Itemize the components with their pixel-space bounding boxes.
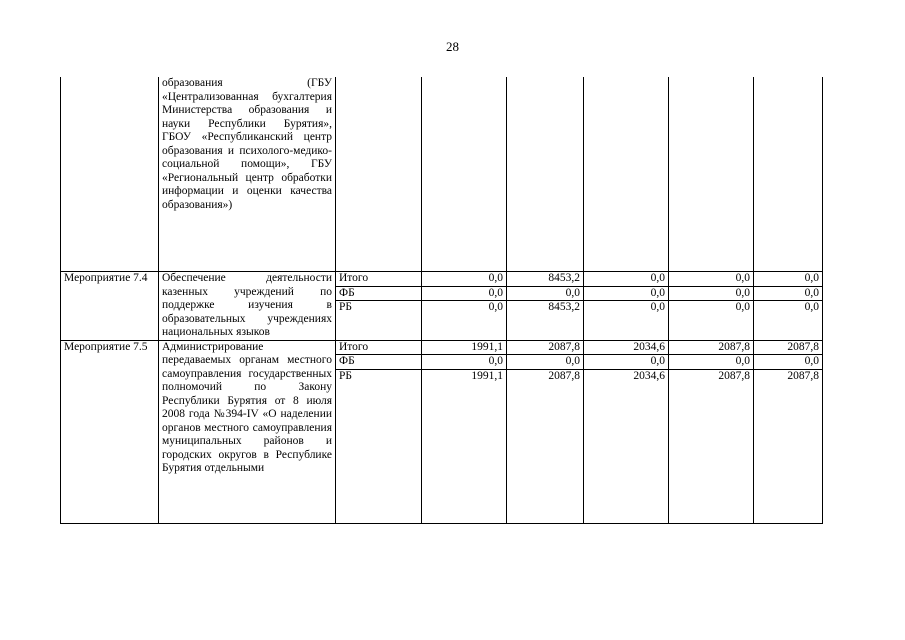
measure-label: Мероприятие 7.5 <box>61 340 159 523</box>
value-cell: 0,0 <box>669 355 754 370</box>
value-cell <box>669 77 754 272</box>
value-cell: 2087,8 <box>507 369 584 523</box>
value-cell: 0,0 <box>584 286 669 301</box>
table-row <box>61 340 823 355</box>
value-cell: 0,0 <box>507 286 584 301</box>
value-cell: 0,0 <box>754 355 823 370</box>
value-cell: 0,0 <box>507 355 584 370</box>
value-cell: 8453,2 <box>507 301 584 341</box>
value-cell <box>754 77 823 272</box>
value-cell: 2034,6 <box>584 369 669 523</box>
continuation-row <box>61 77 823 272</box>
funding-source: ФБ <box>336 286 422 301</box>
value-cell: 0,0 <box>754 301 823 341</box>
description-cell: образования (ГБУ «Централизованная бухгалтерия Министерства образования и науки Республики Бурятия», ГБОУ «Республиканский центр образования и психолого-медико-социальной помощи», ГБУ «Региональный центр обработки информации и оценки качества образования») <box>159 77 336 272</box>
measure-label: Мероприятие 7.4 <box>61 272 159 341</box>
value-cell: 8453,2 <box>507 272 584 287</box>
value-cell: 0,0 <box>422 301 507 341</box>
value-cell: 0,0 <box>422 355 507 370</box>
funding-source: Итого <box>336 272 422 287</box>
value-cell: 1991,1 <box>422 369 507 523</box>
value-cell <box>507 77 584 272</box>
value-cell: 2087,8 <box>669 340 754 355</box>
value-cell: 2087,8 <box>754 369 823 523</box>
funding-source: РБ <box>336 369 422 523</box>
measure-description: Обеспечение деятельности казенных учреждений по поддержке изучения в образовательных учреждениях национальных языков <box>159 272 336 341</box>
value-cell: 0,0 <box>754 286 823 301</box>
page-number: 28 <box>446 39 459 54</box>
funding-source: Итого <box>336 340 422 355</box>
value-cell: 1991,1 <box>422 340 507 355</box>
source-cell <box>336 77 422 272</box>
table-row <box>61 272 823 287</box>
value-cell: 2087,8 <box>754 340 823 355</box>
value-cell: 0,0 <box>754 272 823 287</box>
value-cell: 0,0 <box>669 301 754 341</box>
value-cell: 0,0 <box>422 286 507 301</box>
value-cell: 0,0 <box>669 286 754 301</box>
value-cell: 0,0 <box>584 301 669 341</box>
value-cell: 2087,8 <box>669 369 754 523</box>
value-cell: 0,0 <box>584 355 669 370</box>
measure-cell <box>61 77 159 272</box>
funding-source: РБ <box>336 301 422 341</box>
funding-source: ФБ <box>336 355 422 370</box>
value-cell <box>422 77 507 272</box>
value-cell: 2087,8 <box>507 340 584 355</box>
value-cell: 0,0 <box>422 272 507 287</box>
budget-table <box>60 77 823 524</box>
value-cell <box>584 77 669 272</box>
value-cell: 0,0 <box>669 272 754 287</box>
value-cell: 0,0 <box>584 272 669 287</box>
measure-description: Администрирование передаваемых органам местного самоуправления государственных полномочий по Закону Республики Бурятия от 8 июля 2008 года №394-IV «О наделении органов местного самоуправления муниципальных районов и городских округов в Республике Бурятия отдельными <box>159 340 336 523</box>
value-cell: 2034,6 <box>584 340 669 355</box>
